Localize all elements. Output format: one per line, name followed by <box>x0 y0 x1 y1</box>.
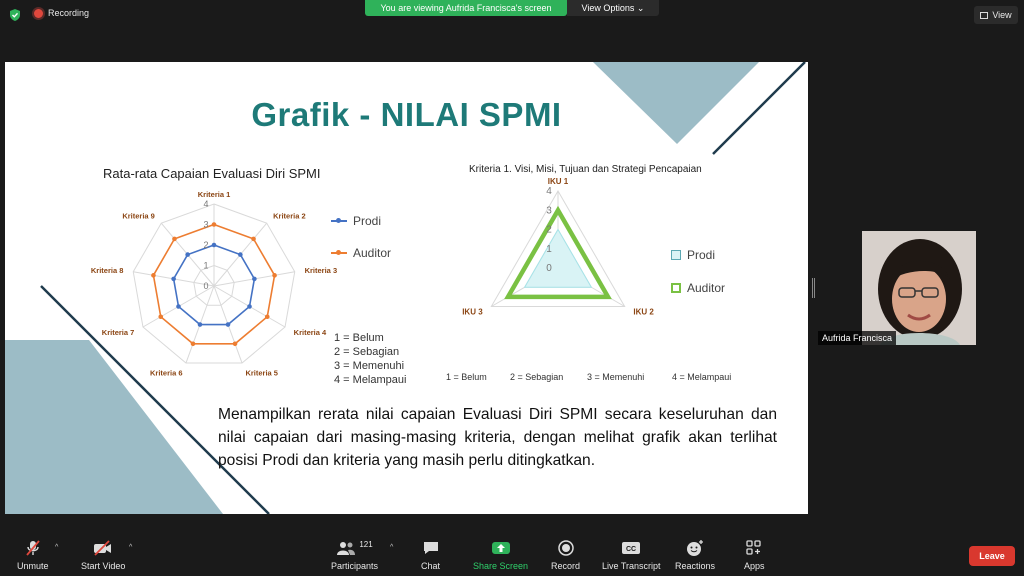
legend-line-auditor <box>331 252 347 254</box>
legend-auditor <box>331 246 391 260</box>
video-off-icon <box>93 538 113 558</box>
scale-legend-2-item: 2 = Sebagian <box>510 372 564 382</box>
data-point <box>226 322 231 327</box>
chart-2-title: Kriteria 1. Visi, Misi, Tujuan dan Strategi Pencapaian <box>469 164 702 175</box>
legend2-prodi-swatch <box>671 250 681 260</box>
reactions-button[interactable] <box>675 538 715 571</box>
data-point <box>185 252 190 257</box>
tick-label: 0 <box>546 263 552 274</box>
data-point <box>212 222 217 227</box>
slide-description: Menampilkan rerata nilai capaian Evaluasi Diri SPMI secara keseluruhan dan nilai capaian dari masing-masing kriteria, dengan melihat grafik akan terlihat posisi Prodi dan kriteria yang masih perlu ditingkatkan. <box>218 406 777 469</box>
category-label: Kriteria 8 <box>90 266 124 276</box>
participant-avatar <box>862 231 976 345</box>
scale-legend-1 <box>334 331 406 387</box>
recording-indicator[interactable] <box>34 8 89 18</box>
start-video-button[interactable] <box>81 538 125 571</box>
category-label: IKU 1 <box>547 177 569 186</box>
scale-legend-2-item: 3 = Memenuhi <box>587 372 645 382</box>
audio-options-caret[interactable]: ^ <box>55 544 59 551</box>
category-label: Kriteria 9 <box>122 211 155 221</box>
reactions-label: Reactions <box>675 561 716 571</box>
participants-button[interactable] <box>331 538 378 571</box>
chat-icon <box>422 538 440 558</box>
share-screen-button[interactable] <box>473 538 528 571</box>
svg-text:CC: CC <box>626 546 637 553</box>
category-label: IKU 3 <box>462 307 483 317</box>
scale-legend-2-item: 4 = Melampaui <box>672 372 732 382</box>
series-prodi <box>525 230 592 288</box>
share-screen-label: Share Screen <box>473 561 529 571</box>
panel-resize-handle[interactable] <box>812 278 815 298</box>
video-options-caret[interactable]: ^ <box>129 544 133 551</box>
participants-options-caret[interactable]: ^ <box>390 544 394 551</box>
data-point <box>272 273 277 278</box>
live-transcript-button[interactable] <box>602 538 661 571</box>
scale-legend-item: 2 = Sebagian <box>334 346 400 358</box>
legend-prodi <box>331 214 381 228</box>
category-label: Kriteria 3 <box>304 266 338 276</box>
data-point <box>247 304 252 309</box>
legend-auditor-label: Auditor <box>353 246 392 260</box>
participants-count: 121 <box>359 539 373 549</box>
participants-icon <box>336 538 372 558</box>
data-point <box>176 304 181 309</box>
view-button[interactable] <box>974 6 1018 24</box>
scale-legend-item: 4 = Melampaui <box>334 374 407 386</box>
legend-prodi-label: Prodi <box>353 214 382 228</box>
chart-1-title: Rata-rata Capaian Evaluasi Diri SPMI <box>103 166 321 181</box>
bottom-left-shape <box>5 340 223 514</box>
scale-legend-item: 3 = Memenuhi <box>334 360 405 372</box>
category-label: Kriteria 6 <box>150 368 183 378</box>
data-point <box>251 237 256 242</box>
slide-title: Grafik - NILAI SPMI <box>251 96 562 133</box>
category-label: Kriteria 1 <box>197 190 231 199</box>
chat-button[interactable] <box>421 538 440 571</box>
data-point <box>172 237 177 242</box>
legend2-prodi <box>671 248 715 262</box>
tick-label: 3 <box>203 219 209 230</box>
data-point <box>233 341 238 346</box>
radar-chart-2 <box>462 177 654 317</box>
meeting-toolbar <box>0 532 1024 576</box>
participant-video-tile[interactable] <box>862 231 976 345</box>
category-label: Kriteria 5 <box>245 368 278 378</box>
tick-label: 1 <box>203 260 209 271</box>
data-point <box>198 322 203 327</box>
record-icon <box>558 538 574 558</box>
data-point <box>265 314 270 319</box>
participants-label: Participants <box>331 561 379 571</box>
chat-label: Chat <box>421 561 441 571</box>
legend2-auditor-swatch <box>671 283 681 293</box>
tick-label: 2 <box>203 240 209 250</box>
data-point <box>171 277 176 282</box>
apps-icon <box>746 538 762 558</box>
chevron-down-icon: ⌄ <box>636 3 645 13</box>
muted-mic-icon <box>24 538 42 558</box>
tick-label: 2 <box>546 224 552 236</box>
view-options-button[interactable] <box>567 0 659 16</box>
start-video-label: Start Video <box>81 561 126 571</box>
tick-label: 3 <box>546 205 552 217</box>
recording-label: Recording <box>48 8 90 18</box>
scale-legend-2-item: 1 = Belum <box>446 372 487 382</box>
view-options-label: View Options <box>581 3 635 13</box>
category-label: Kriteria 7 <box>101 328 135 337</box>
record-label: Record <box>551 561 581 571</box>
apps-label: Apps <box>744 561 765 571</box>
category-label: Kriteria 4 <box>293 328 327 337</box>
data-point <box>158 314 163 319</box>
data-point <box>238 252 243 257</box>
tick-label: 0 <box>203 281 209 291</box>
tick-label: 4 <box>203 199 209 209</box>
record-button[interactable] <box>551 538 580 571</box>
viewing-banner: You are viewing Aufrida Francisca's screen <box>365 0 567 16</box>
legend2-auditor-label: Auditor <box>687 281 726 295</box>
category-label: Kriteria 2 <box>273 211 306 221</box>
share-screen-icon <box>491 538 511 558</box>
shield-icon[interactable] <box>8 8 22 22</box>
legend-line-prodi <box>331 220 347 222</box>
tick-label: 4 <box>546 186 552 197</box>
view-label: View <box>992 10 1012 20</box>
scale-legend-item: 1 = Belum <box>334 332 384 344</box>
grid-view-icon <box>980 12 988 19</box>
live-transcript-label: Live Transcript <box>602 561 661 571</box>
data-point <box>151 273 156 278</box>
legend2-prodi-label: Prodi <box>687 248 716 262</box>
unmute-label: Unmute <box>17 561 49 571</box>
record-dot-icon <box>34 9 43 18</box>
category-label: IKU 2 <box>633 307 654 317</box>
data-point <box>191 341 196 346</box>
tick-label: 1 <box>546 243 552 255</box>
unmute-button[interactable] <box>17 538 49 571</box>
radar-chart-1 <box>91 190 337 377</box>
leave-button[interactable]: Leave <box>969 546 1015 566</box>
apps-button[interactable] <box>744 538 765 571</box>
data-point <box>252 277 257 282</box>
data-point <box>212 243 217 248</box>
legend2-auditor <box>671 281 725 295</box>
participant-name: Aufrida Francisca <box>818 331 896 345</box>
reaction-smiley-icon <box>686 538 704 558</box>
shared-slide <box>5 62 808 514</box>
top-bar <box>0 0 1024 30</box>
closed-caption-icon <box>621 538 641 558</box>
